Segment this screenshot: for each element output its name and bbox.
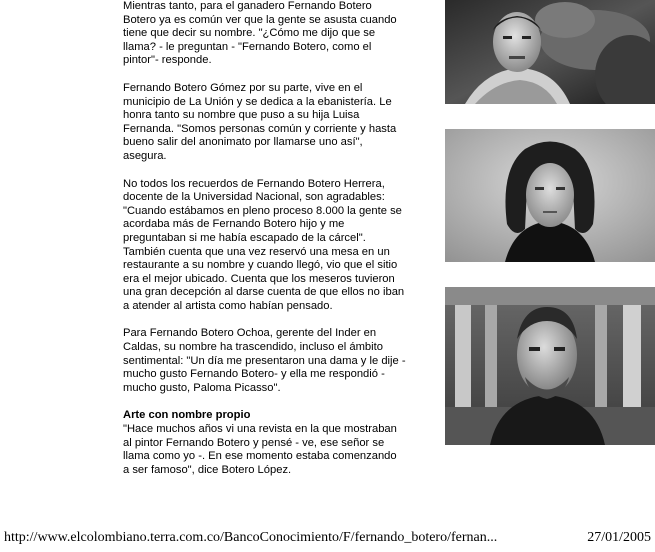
article-body [123, 0, 433, 491]
paragraph-docente: No todos los recuerdos de Fernando Botero Herrera, docente de la Universidad Nacional, son agradables: "Cuando estábamos en pleno proceso 8.000 la gente se acordaba más de Fernando Botero hijo y me preguntaban si me había escapado de la cárcel". También cuenta que una vez reservó una mesa en un restaurante a su nombre y cuando llegó, vio que el sitio era el mejor ubicado. Cuenta que los meseros tuvieron una gran decepción al darse cuenta de que ellos no iban a atender al artista como habían pensado. [123, 177, 405, 312]
source-url: http://www.elcolombiano.terra.com.co/BancoConocimiento/F/fernando_botero/fernan... [4, 530, 498, 545]
page-footer [4, 530, 651, 546]
section-heading: Arte con nombre propio [123, 409, 251, 422]
photo-ganadero [445, 0, 655, 104]
paragraph-gerente: Para Fernando Botero Ochoa, gerente del Inder en Caldas, su nombre ha trascendido, incluso el ámbito sentimental: "Un día me presentaron una dama y le dije - mucho gusto Fernando Botero- y ella me respondió - mucho gusto, Paloma Picasso". [123, 327, 406, 394]
paragraph-ganadero: Mientras tanto, para el ganadero Fernando Botero Botero ya es común ver que la gente se asusta cuando tiene que decir su nombre. "¿Cómo me dijo que se llama? - le preguntan - "Fernando Botero, como el pintor"- responde. [123, 0, 397, 67]
paragraph-ebanista: Fernando Botero Gómez por su parte, vive en el municipio de La Unión y se dedica a la ebanistería. Le honra tanto su nombre que puso a su hija Luisa Fernanda. "Somos personas común y corriente y hasta bueno salir del anonimato por llamarse uno así", asegura. [123, 81, 397, 162]
print-date: 27/01/2005 [587, 530, 651, 545]
photo-docente [445, 129, 655, 262]
paragraph-botero-lopez: "Hace muchos años vi una revista en la que mostraban al pintor Fernando Botero y pensé - ve, ese señor se llama como yo -. En ese momento estaba comenzando a ser famoso", dice Botero López. [123, 423, 397, 476]
photo-gerente [445, 287, 655, 445]
